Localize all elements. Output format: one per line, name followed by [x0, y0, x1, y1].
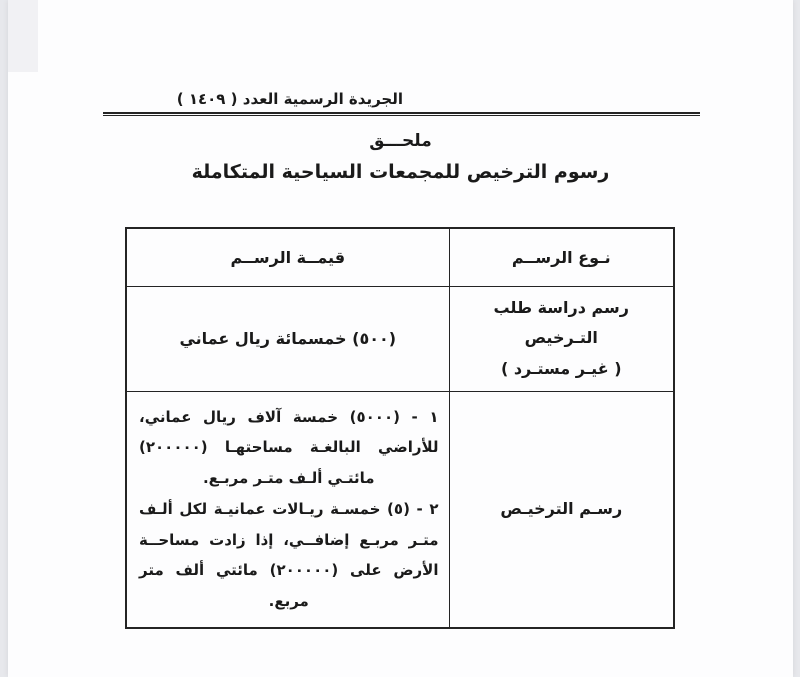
fee-item-1: ١ - (٥٠٠٠) خمسة آلاف ريال عماني، للأراضي البالغـة مساحتهـا (٢٠٠٠٠٠) مائتـي ألـف متـر مربـع. — [139, 407, 439, 487]
appendix-title: ملحـــق — [369, 131, 432, 151]
document-title: رسوم الترخيص للمجمعات السياحية المتكاملة — [191, 161, 610, 183]
fees-table — [125, 227, 675, 629]
table-row-license-fee — [126, 391, 674, 628]
fee-item-2: ٢ - (٥) خمسـة ريـالات عمانيـة لكل ألـف متـر مربـع إضافــي، إذا زادت مساحــة الأرض على (٢٠٠٠٠٠) مائتي ألف متر مربع. — [139, 499, 439, 610]
header-rule — [103, 112, 700, 116]
column-header-fee-type: نـوع الرســم — [449, 228, 674, 286]
fee-type-line1: رسم دراسة طلب التـرخيص — [493, 297, 629, 348]
page-corner-shade — [8, 0, 38, 72]
table-row-application-fee — [126, 286, 674, 391]
fee-value-cell: (٥٠٠) خمسمائة ريال عماني — [126, 286, 449, 391]
table-header-row — [126, 228, 674, 286]
fee-value-cell — [126, 391, 449, 628]
fee-type-cell: رسـم الترخيـص — [449, 391, 674, 628]
column-header-fee-value: قيمــة الرســم — [126, 228, 449, 286]
document-page — [8, 0, 793, 677]
gazette-header: الجريدة الرسمية العدد ( ١٤٠٩ ) — [176, 90, 403, 108]
fee-type-cell — [449, 286, 674, 391]
fee-type-line2: ( غيـر مستـرد ) — [500, 358, 622, 378]
